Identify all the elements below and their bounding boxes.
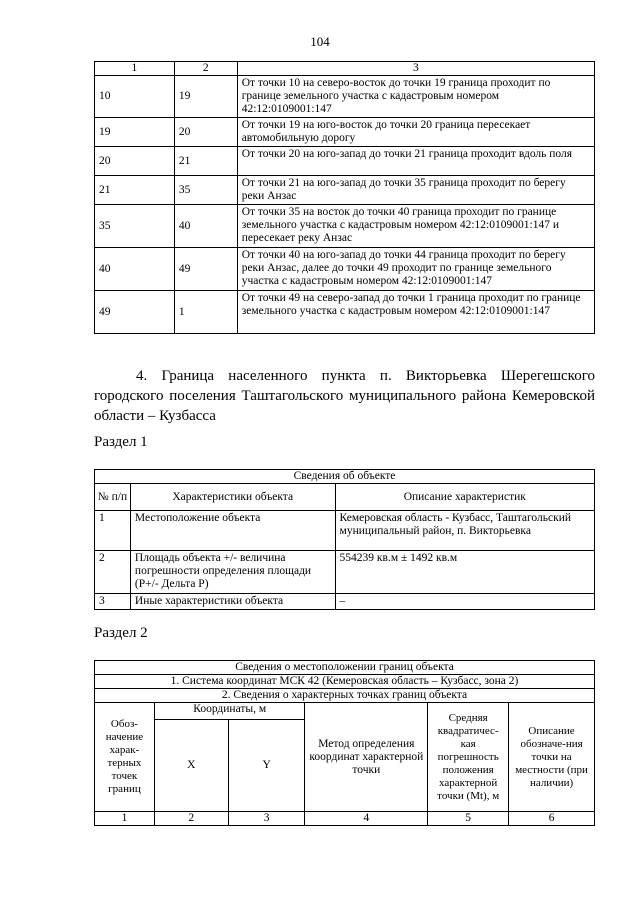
boundary-description: От точки 40 на юго-запад до точки 44 граница проходит по берегу реки Анзас, далее до точки 49 проходит по границе земельного участка с кадастровым номером 42:12:0109001:147 — [237, 248, 594, 291]
column-header-designation: Обоз-начение харак-терных точек границ — [95, 703, 155, 812]
table-row — [95, 147, 595, 176]
boundary-description-table — [94, 61, 595, 334]
column-header-characteristics: Характеристики объекта — [130, 484, 335, 511]
boundary-description: От точки 10 на северо-восток до точки 19 граница проходит по границе земельного участка с кадастровым номером 42:12:0109001:147 — [237, 76, 594, 118]
row-number: 2 — [95, 551, 131, 594]
column-header-coordinates: Координаты, м — [154, 703, 305, 720]
boundary-description: От точки 49 на северо-запад до точки 1 граница проходит по границе земельного участка с кадастровым номером 42:12:0109001:147 — [237, 291, 594, 334]
column-header: 3 — [237, 62, 594, 76]
column-number: 6 — [509, 812, 595, 826]
table-row — [95, 205, 595, 248]
coordinate-system: 1. Система координат МСК 42 (Кемеровская область – Кузбасс, зона 2) — [95, 675, 595, 689]
column-number: 5 — [428, 812, 509, 826]
table-header-row — [95, 484, 595, 511]
table-row — [95, 812, 595, 826]
column-number: 2 — [154, 812, 228, 826]
boundary-location-table — [94, 660, 595, 826]
table-row — [95, 118, 595, 147]
characteristic-value: Кемеровская область - Кузбасс, Таштагольский муниципальный район, п. Викторьевка — [335, 511, 594, 551]
table-title-row — [95, 470, 595, 484]
table-title-row — [95, 661, 595, 675]
table-subtitle-row — [95, 689, 595, 703]
column-number: 4 — [305, 812, 428, 826]
column-header-error: Средняя квадратичес-кая погрешность положения характерной точки (Mt), м — [428, 703, 509, 812]
characteristic-name: Местоположение объекта — [130, 511, 335, 551]
points-info-title: 2. Сведения о характерных точках границ объекта — [95, 689, 595, 703]
section-2-title: Раздел 2 — [94, 625, 148, 641]
from-point: 49 — [95, 291, 175, 334]
characteristic-name: Площадь объекта +/- величина погрешности определения площади (P+/- Дельта P) — [130, 551, 335, 594]
column-header: 2 — [174, 62, 237, 76]
from-point: 20 — [95, 147, 175, 176]
column-header-method: Метод определения координат характерной точки — [305, 703, 428, 812]
column-header: 1 — [95, 62, 175, 76]
boundary-description: От точки 35 на восток до точки 40 граница проходит по границе земельного участка с кадастровым номером 42:12:0109001:147 и пересекает реку Анзас — [237, 205, 594, 248]
table-row — [95, 511, 595, 551]
page-number: 104 — [310, 34, 330, 49]
boundary-description: От точки 20 на юго-запад до точки 21 граница проходит вдоль поля — [237, 147, 594, 176]
to-point: 19 — [174, 76, 237, 118]
section-heading: 4. Граница населенного пункта п. Викторьевка Шерегешского городского поселения Таштагольского муниципального района Кемеровской области – Кузбасса — [94, 368, 595, 424]
from-point: 10 — [95, 76, 175, 118]
boundary-description: От точки 19 на юго-восток до точки 20 граница пересекает автомобильную дорогу — [237, 118, 594, 147]
column-header-description: Описание характеристик — [335, 484, 594, 511]
table-header-row — [95, 62, 595, 76]
column-number: 3 — [228, 812, 305, 826]
table-row — [95, 291, 595, 334]
column-header-x: X — [154, 720, 228, 812]
to-point: 20 — [174, 118, 237, 147]
column-header-point-description: Описание обозначе-ния точки на местности (при наличии) — [509, 703, 595, 812]
column-header-number: № п/п — [95, 484, 131, 511]
object-info-table — [94, 469, 595, 610]
to-point: 21 — [174, 147, 237, 176]
column-header-y: Y — [228, 720, 305, 812]
to-point: 1 — [174, 291, 237, 334]
to-point: 49 — [174, 248, 237, 291]
from-point: 35 — [95, 205, 175, 248]
table-row — [95, 76, 595, 118]
from-point: 19 — [95, 118, 175, 147]
from-point: 21 — [95, 176, 175, 205]
characteristic-value: 554239 кв.м ± 1492 кв.м — [335, 551, 594, 594]
characteristic-value: – — [335, 594, 594, 610]
row-number: 1 — [95, 511, 131, 551]
table-title: Сведения о местоположении границ объекта — [95, 661, 595, 675]
table-row — [95, 551, 595, 594]
to-point: 35 — [174, 176, 237, 205]
table-row — [95, 248, 595, 291]
row-number: 3 — [95, 594, 131, 610]
characteristic-name: Иные характеристики объекта — [130, 594, 335, 610]
section-1-title: Раздел 1 — [94, 434, 148, 450]
table-row — [95, 594, 595, 610]
from-point: 40 — [95, 248, 175, 291]
column-number: 1 — [95, 812, 155, 826]
boundary-description: От точки 21 на юго-запад до точки 35 граница проходит по берегу реки Анзас — [237, 176, 594, 205]
to-point: 40 — [174, 205, 237, 248]
table-title: Сведения об объекте — [95, 470, 595, 484]
table-row — [95, 176, 595, 205]
table-header-row — [95, 703, 595, 720]
table-subtitle-row — [95, 675, 595, 689]
